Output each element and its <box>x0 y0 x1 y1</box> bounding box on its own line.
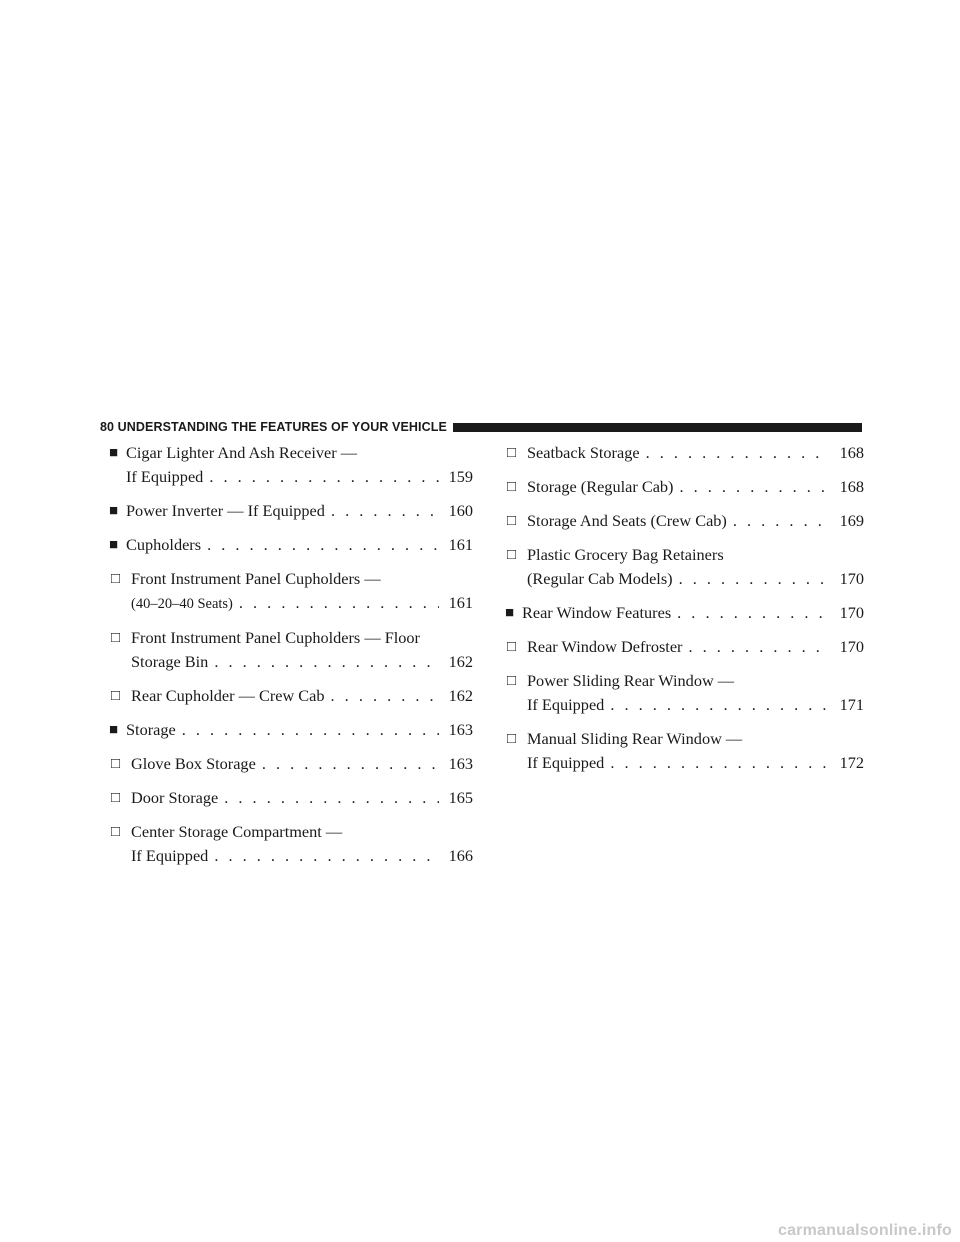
dot-leader <box>207 533 439 557</box>
page-number: 165 <box>448 788 473 807</box>
toc-entry-grocery-bag-retainers[interactable] <box>506 543 864 591</box>
bullet-filled-icon: ■ <box>505 605 515 621</box>
dot-leader <box>214 650 439 674</box>
entry-title-line: Storage Bin <box>131 652 209 671</box>
entry-title-line: (40–20–40 Seats) <box>131 596 233 612</box>
toc-entry-power-sliding-window[interactable] <box>506 669 864 717</box>
entry-title-line: Seatback Storage <box>527 443 640 462</box>
toc-entry-door-storage[interactable] <box>110 786 473 810</box>
toc-entry-storage[interactable] <box>110 718 473 742</box>
bullet-hollow-icon: □ <box>111 688 121 704</box>
page-number: 159 <box>448 467 473 486</box>
page-number: 168 <box>839 443 864 462</box>
dot-leader <box>331 499 439 523</box>
toc-right-column <box>506 441 864 785</box>
entry-title-line: Cigar Lighter And Ash Receiver — <box>126 443 358 462</box>
bullet-filled-icon: ■ <box>109 445 119 461</box>
page-number: 168 <box>839 477 864 496</box>
entry-title-line: Glove Box Storage <box>131 754 256 773</box>
bullet-hollow-icon: □ <box>111 571 121 587</box>
page-header <box>100 420 862 434</box>
toc-entry-seatback-storage[interactable] <box>506 441 864 465</box>
page-number: 171 <box>839 695 864 714</box>
header-bar <box>453 423 862 432</box>
dot-leader <box>262 752 439 776</box>
dot-leader <box>224 786 439 810</box>
dot-leader <box>209 465 439 489</box>
page-number: 161 <box>448 593 473 612</box>
toc-entry-storage-regular-cab[interactable] <box>506 475 864 499</box>
page-number: 162 <box>448 686 473 705</box>
dot-leader <box>331 684 439 708</box>
toc-entry-rear-window-defroster[interactable] <box>506 635 864 659</box>
page-number: 163 <box>448 720 473 739</box>
page-number: 163 <box>448 754 473 773</box>
dot-leader <box>733 509 830 533</box>
page-number: 169 <box>839 511 864 530</box>
page-number: 172 <box>839 753 864 772</box>
entry-title-line: Rear Window Features <box>522 603 672 622</box>
page-number: 170 <box>839 603 864 622</box>
toc-entry-manual-sliding-window[interactable] <box>506 727 864 775</box>
entry-title-line: If Equipped <box>126 467 204 486</box>
toc-entry-cupholders[interactable] <box>110 533 473 557</box>
entry-title-line: If Equipped <box>527 695 605 714</box>
bullet-filled-icon: ■ <box>109 722 119 738</box>
page-number: 160 <box>448 501 473 520</box>
toc-entry-front-panel-cupholders[interactable] <box>110 567 473 616</box>
entry-title-line: Storage <box>126 720 176 739</box>
toc-entry-storage-seats-crew-cab[interactable] <box>506 509 864 533</box>
watermark: carmanualsonline.info <box>777 1222 952 1239</box>
dot-leader <box>679 567 830 591</box>
page-number: 170 <box>839 637 864 656</box>
page-number: 161 <box>448 535 473 554</box>
toc-left-column <box>110 441 473 878</box>
bullet-hollow-icon: □ <box>111 756 121 772</box>
bullet-hollow-icon: □ <box>111 824 121 840</box>
bullet-hollow-icon: □ <box>507 513 517 529</box>
bullet-hollow-icon: □ <box>507 479 517 495</box>
page-number: 162 <box>448 652 473 671</box>
entry-title-line: Storage (Regular Cab) <box>527 477 674 496</box>
entry-title-line: Door Storage <box>131 788 219 807</box>
entry-title-line: Plastic Grocery Bag Retainers <box>527 545 724 564</box>
toc-entry-rear-cupholder[interactable] <box>110 684 473 708</box>
dot-leader <box>679 475 830 499</box>
bullet-filled-icon: ■ <box>109 503 119 519</box>
entry-title-line: Power Inverter — If Equipped <box>126 501 325 520</box>
entry-title-line: Center Storage Compartment — <box>131 822 343 841</box>
bullet-filled-icon: ■ <box>109 537 119 553</box>
dot-leader <box>610 693 830 717</box>
dot-leader <box>688 635 830 659</box>
entry-title-line: Rear Cupholder — Crew Cab <box>131 686 325 705</box>
bullet-hollow-icon: □ <box>507 673 517 689</box>
header-title: 80 UNDERSTANDING THE FEATURES OF YOUR VEHICLE <box>100 420 447 434</box>
dot-leader <box>239 591 439 615</box>
entry-title-line: Storage And Seats (Crew Cab) <box>527 511 727 530</box>
bullet-hollow-icon: □ <box>111 630 121 646</box>
dot-leader <box>677 601 830 625</box>
dot-leader <box>610 751 830 775</box>
entry-title-line: Manual Sliding Rear Window — <box>527 729 743 748</box>
bullet-hollow-icon: □ <box>507 445 517 461</box>
bullet-hollow-icon: □ <box>507 731 517 747</box>
entry-title-line: If Equipped <box>131 846 209 865</box>
dot-leader <box>646 441 830 465</box>
toc-entry-cigar-lighter[interactable] <box>110 441 473 489</box>
page-number: 170 <box>839 569 864 588</box>
entry-title-line: Rear Window Defroster <box>527 637 683 656</box>
toc-entry-front-panel-floor-bin[interactable] <box>110 626 473 674</box>
toc-entry-center-storage[interactable] <box>110 820 473 868</box>
entry-title-line: (Regular Cab Models) <box>527 569 673 588</box>
page-number: 166 <box>448 846 473 865</box>
bullet-hollow-icon: □ <box>507 547 517 563</box>
toc-entry-power-inverter[interactable] <box>110 499 473 523</box>
toc-entry-rear-window-features[interactable] <box>506 601 864 625</box>
entry-title-line: Front Instrument Panel Cupholders — Floor <box>131 628 420 647</box>
dot-leader <box>214 844 439 868</box>
entry-title-line: Front Instrument Panel Cupholders — <box>131 569 381 588</box>
entry-title-line: If Equipped <box>527 753 605 772</box>
dot-leader <box>182 718 439 742</box>
bullet-hollow-icon: □ <box>507 639 517 655</box>
toc-entry-glove-box[interactable] <box>110 752 473 776</box>
entry-title-line: Power Sliding Rear Window — <box>527 671 735 690</box>
bullet-hollow-icon: □ <box>111 790 121 806</box>
entry-title-line: Cupholders <box>126 535 202 554</box>
